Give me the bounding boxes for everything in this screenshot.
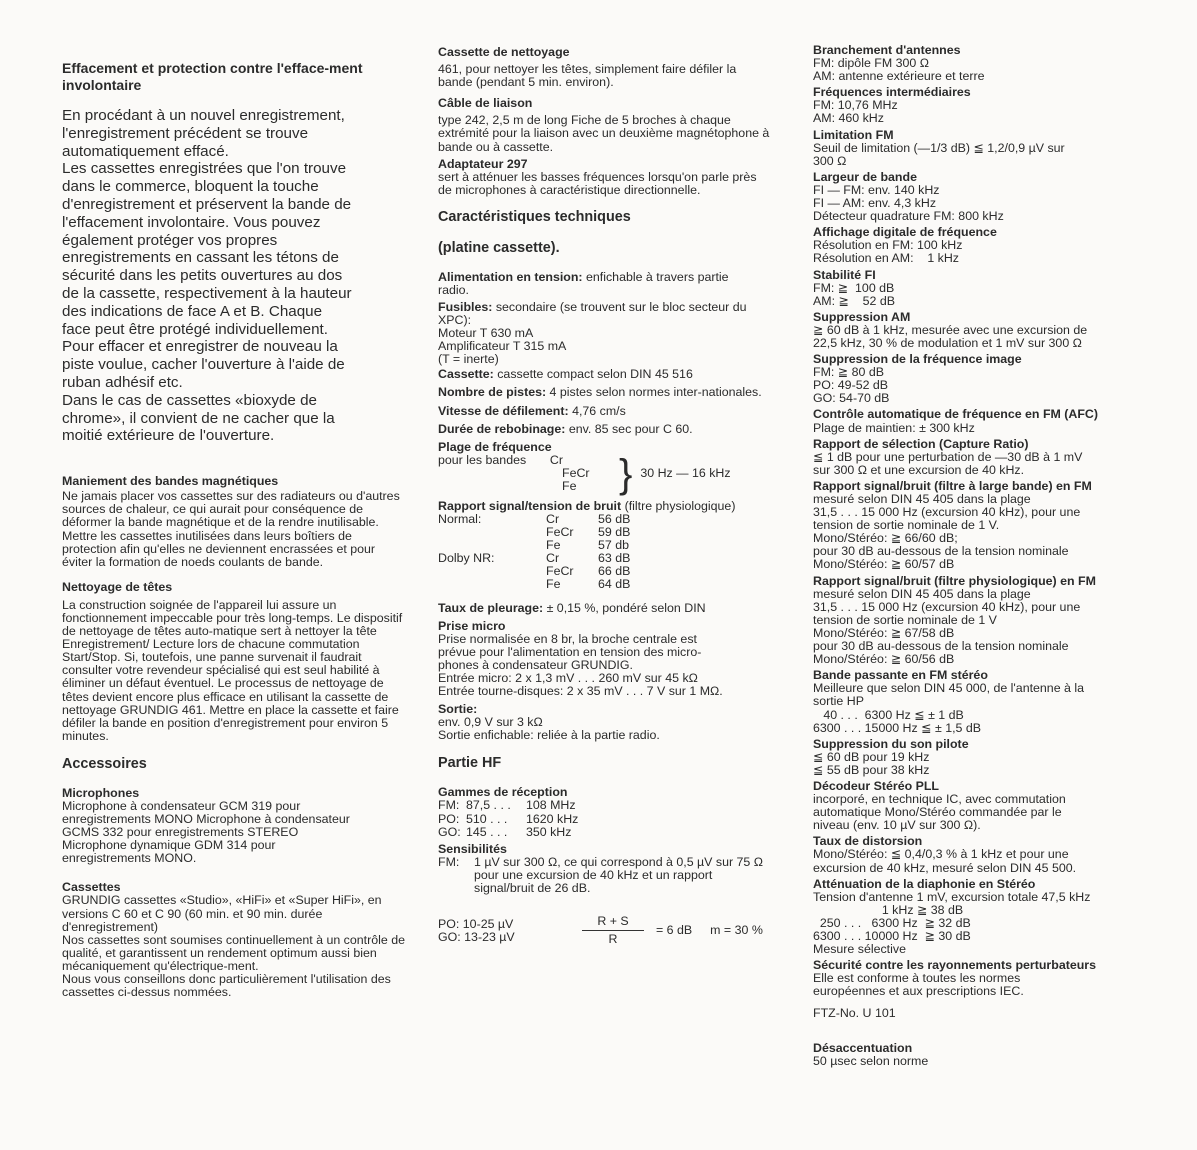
table-cell: 108 MHz (526, 798, 576, 813)
spec-line: ≧ 60 dB à 1 kHz, mesurée avec une excursion de (813, 322, 1088, 337)
subtitle-cable-liaison: Câble de liaison (438, 96, 533, 111)
spec-label: Vitesse de défilement: (438, 403, 569, 418)
para-line: de la cassette, respectivement à la hauteur (62, 284, 352, 302)
table-cell: 350 kHz (526, 824, 572, 839)
spec-line: 6300 . . . 15000 Hz ≦ ± 1,5 dB (813, 720, 982, 735)
para-line: piste voulue, cacher l'ouverture à l'aide de (62, 356, 345, 374)
subtitle-cassettes: Cassettes (62, 880, 121, 895)
spec-block (813, 44, 1185, 83)
spec-title: Atténuation de la diaphonie en Stéréo (813, 876, 1036, 891)
spec-title: Bande passante en FM stéréo (813, 668, 988, 683)
spec-line: GO: 54-70 dB (813, 391, 890, 406)
table-cell: Cr (546, 511, 560, 526)
spec-line: FM: dipôle FM 300 Ω (813, 56, 929, 71)
spec-block (813, 780, 1185, 832)
para-line: enregistrements en cassant les tétons de (62, 249, 339, 267)
cassettes-paragraph-1: GRUNDIG cassettes «Studio», «HiFi» et «Super HiFi», en versions C 60 et C 90 (60 min. et 90 min. durée d'enregistrement) (62, 893, 382, 934)
table-cell: Fe (546, 577, 561, 592)
table-cell: 510 . . . (466, 811, 508, 826)
column-right (813, 44, 1185, 1068)
subtitle-adaptateur: Adaptateur 297 (438, 156, 528, 171)
spec-line: européennes et aux prescriptions IEC. (813, 984, 1024, 999)
spec-line: AM: 460 kHz (813, 111, 884, 126)
spec-title: Suppression AM (813, 309, 911, 324)
spec-label: Taux de pleurage: (438, 600, 544, 615)
para-line: sécurité dans les petits ouvertures au dos (62, 267, 343, 285)
table-cell: PO: (438, 811, 460, 826)
spec-value: enfichable à travers partie radio. (438, 269, 729, 297)
subtitle-plage-frequence: Plage de fréquence (438, 439, 552, 454)
effacement-paragraph (62, 107, 407, 445)
frac-result: = 6 dB (656, 923, 693, 938)
table-cell: 59 dB (598, 525, 631, 540)
para-line: d'enregistrement et préservent la bande de (62, 195, 352, 213)
table-cell: 64 dB (598, 577, 631, 592)
spec-line: 1 kHz ≧ 38 dB (813, 902, 964, 917)
table-cell: Normal: (438, 511, 482, 526)
spec-line: 300 Ω (813, 153, 847, 168)
spec-line: niveau (env. 10 µV sur 300 Ω). (813, 818, 981, 833)
spec-pistes (438, 386, 768, 399)
section-title-partie-hf: Partie HF (438, 755, 502, 772)
cassette-nettoyage-paragraph: 461, pour nettoyer les têtes, simplement faire défiler la bande (pendant 5 min. environ). (438, 62, 737, 90)
band-fecr: FeCr (562, 466, 590, 481)
spec-rebobinage (438, 423, 793, 436)
spec-cassette (438, 368, 793, 381)
para-line: Les cassettes enregistrées que l'on trouve (62, 160, 347, 178)
spec-line: tension de sortie nominale de 1 V (813, 612, 997, 627)
spec-line: FI — AM: env. 4,3 kHz (813, 196, 937, 211)
cassettes-paragraph-3: Nous vous conseillons donc particulièrement l'utilisation des cassettes ci-dessus nommées. (62, 972, 391, 1000)
subtitle-desaccentuation: Désaccentuation (813, 1040, 913, 1055)
section-title-maniement: Maniement des bandes magnétiques (62, 474, 279, 489)
sensibilite-fm (438, 856, 793, 895)
spec-title: Limitation FM (813, 127, 894, 142)
table-cell: FeCr (546, 564, 574, 579)
spec-line: incorporé, en technique IC, avec commutation (813, 792, 1066, 807)
spec-line: 250 . . . 6300 Hz ≧ 32 dB (813, 915, 971, 930)
microphones-paragraph: Microphone à condensateur GCM 319 pour enregistrements MONO Microphone à condensateur GCMS 332 pour enregistrements STEREO Microphone dynamique GDM 314 pour enregistrements MONO. (62, 798, 350, 866)
desaccentuation-value: 50 µsec selon norme (813, 1053, 929, 1068)
column-middle (438, 46, 793, 946)
spec-block (813, 269, 1185, 308)
spec-vitesse (438, 405, 793, 418)
spec-line: Mono/Stéréo: ≧ 60/57 dB (813, 557, 955, 572)
spec-title: Rapport de sélection (Capture Ratio) (813, 436, 1029, 451)
table-cell: 87,5 . . . (466, 798, 511, 813)
spec-line: Plage de maintien: ± 300 kHz (813, 420, 975, 435)
spec-line: Tension d'antenne 1 mV, excursion totale 47,5 kHz (813, 889, 1091, 904)
para-line: l'enregistrement précédent se trouve (62, 124, 309, 142)
subtitle-gammes: Gammes de réception (438, 785, 568, 800)
spec-line: tension de sortie nominale de 1 V. (813, 518, 1000, 533)
maniement-paragraph: Ne jamais placer vos cassettes sur des radiateurs ou d'autres sources de chaleur, ce qui aurait pour conséquence de déformer la bande magnétique et de la rendre inutilisable. Mettre les cassettes inutilisées dans leurs boîtiers de protection afin qu'elles ne deviennent encrassées et pour éviter la formation de noeds coulants de bande. (62, 489, 400, 569)
spec-line: Mono/Stéréo: ≧ 67/58 dB (813, 625, 955, 640)
spec-value: 4 pistes selon normes inter-nationales. (546, 385, 762, 400)
table-cell (438, 578, 528, 591)
spec-line: mesuré selon DIN 45 405 dans la plage (813, 492, 1031, 506)
spec-line: Détecteur quadrature FM: 800 kHz (813, 209, 1004, 224)
table-cell: FeCr (546, 525, 574, 540)
spec-line: mesuré selon DIN 45 405 dans la plage (813, 586, 1031, 601)
spec-list-hf (813, 44, 1185, 998)
spec-line: Résolution en FM: 100 kHz (813, 238, 963, 253)
spec-line: excursion de 40 kHz, mesuré selon DIN 45 500. (813, 860, 1077, 875)
spec-block (813, 408, 1185, 434)
section-title-effacement: Effacement et protection contre l'efface-ment involontaire (62, 60, 363, 93)
plage-frequence-block (438, 451, 793, 496)
nettoyage-paragraph: La construction soignée de l'appareil lui assure un fonctionnement impeccable pour très long-temps. Le dispositif de nettoyage de têtes auto-matique sert à nettoyer la tête Enregistrement/ Lecture lors de chacune commutation Start/Stop. Si, toutefois, une panne survenait il faudrait consulter votre revendeur spécialisé qui est seul habilité à éliminer un défaut éventuel. Le processus de nettoyage de têtes devient encore plus efficace en utilisant la cassette de nettoyage GRUNDIG 461. Mettre en place la cassette et faire défiler la bande en position d'enregistrement pour environ 5 minutes. (62, 597, 403, 743)
prise-micro-line: prévue pour l'alimentation en tension des micro- (438, 644, 702, 659)
table-cell: 145 . . . (466, 824, 508, 839)
frac-denominator: R (608, 932, 618, 947)
plage-value: 30 Hz — 16 kHz (640, 466, 731, 481)
fusible-line: Amplificateur T 315 mA (438, 339, 567, 354)
sens-label: FM: (438, 854, 460, 869)
spec-line: FM: 10,76 MHz (813, 98, 898, 113)
spec-title: Rapport signal/bruit (filtre à large bande) en FM (813, 478, 1092, 493)
table-row (438, 799, 793, 812)
spec-label: Fusibles: (438, 299, 493, 314)
spec-line: PO: 49-52 dB (813, 378, 889, 393)
spec-block (813, 311, 1185, 350)
section-title-platine: (platine cassette). (438, 239, 560, 256)
table-cell: 63 dB (598, 551, 631, 566)
spec-title: Décodeur Stéréo PLL (813, 778, 939, 793)
sens-po: PO: 10-25 µV (438, 916, 514, 931)
frac-line (582, 930, 644, 931)
spec-value: env. 85 sec pour C 60. (565, 421, 693, 436)
spec-title: Suppression du son pilote (813, 736, 969, 751)
para-line: face peut être protégé individuellement. (62, 320, 328, 338)
spec-value: 4,76 cm/s (568, 403, 626, 418)
spec-title: Branchement d'antennes (813, 43, 961, 57)
sensibilite-am-block (438, 915, 793, 946)
table-row (438, 813, 793, 826)
spec-line: FM: ≧ 80 dB (813, 365, 884, 380)
para-line: également protéger vos propres (62, 231, 278, 249)
spec-title: Stabilité FI (813, 267, 876, 282)
section-title-accessoires: Accessoires (62, 755, 147, 772)
spec-line: FI — FM: env. 140 kHz (813, 182, 940, 197)
spec-line: Seuil de limitation (—1/3 dB) ≦ 1,2/0,9 µV sur (813, 140, 1065, 155)
spec-block (813, 171, 1185, 223)
spec-line: AM: ≧ 52 dB (813, 293, 896, 308)
ftz-number: FTZ-No. U 101 (813, 1006, 896, 1021)
para-line: automatiquement effacé. (62, 142, 229, 160)
table-cell: FM: (438, 798, 460, 813)
spec-line: Résolution en AM: 1 kHz (813, 251, 960, 266)
spec-title: Suppression de la fréquence image (813, 352, 1022, 367)
subtitle-sortie: Sortie: (438, 702, 478, 717)
cassettes-paragraph-2: Nos cassettes sont soumises continuellement à un contrôle de qualité, et garantissent un rendement optimum aussi bien mécaniquement qu'électrique-ment. (62, 932, 405, 973)
spec-line: Mono/Stéréo: ≧ 66/60 dB; (813, 531, 958, 546)
para-line: En procédant à un nouvel enregistrement, (62, 107, 345, 124)
fusible-line: (T = inerte) (438, 352, 499, 367)
spec-block (813, 878, 1185, 957)
table-cell (438, 526, 528, 539)
cable-liaison-paragraph: type 242, 2,5 m de long Fiche de 5 broches à chaque extrémité pour la liaison avec un deuxième magnétophone à bande ou à cassette. (438, 113, 770, 154)
spec-signal-bruit (438, 500, 768, 513)
section-title-caracteristiques: Caractéristiques techniques (438, 208, 631, 225)
spec-block (813, 669, 1185, 734)
spec-line: 31,5 . . . 15 000 Hz (excursion 40 kHz), pour une (813, 599, 1081, 614)
spec-value: cassette compact selon DIN 45 516 (493, 367, 693, 382)
spec-line: FM: ≧ 100 dB (813, 280, 895, 295)
spec-line: pour 30 dB au-dessous de la tension nominale (813, 544, 1069, 559)
spec-line: Mono/Stéréo: ≧ 60/56 dB (813, 652, 955, 667)
table-cell: Dolby NR: (438, 551, 495, 566)
table-cell: Cr (546, 551, 560, 566)
spec-line: ≦ 60 dB pour 19 kHz (813, 749, 930, 764)
para-line: Pour effacer et enregistrer de nouveau la (62, 338, 338, 356)
table-cell: Fe (546, 538, 561, 553)
frac-numerator: R + S (597, 914, 629, 929)
spec-block (813, 86, 1185, 125)
para-line: moitié extérieure de l'ouverture. (62, 427, 275, 445)
spec-block (813, 835, 1185, 874)
table-cell: GO: (438, 824, 461, 839)
spec-value: (filtre physiologique) (621, 498, 736, 513)
spec-line: 22,5 kHz, 30 % de modulation et 1 mV sur 300 Ω (813, 335, 1082, 350)
spec-line: Mono/Stéréo: ≦ 0,4/0,3 % à 1 kHz et pour une (813, 847, 1069, 862)
spec-title: Affichage digitale de fréquence (813, 225, 997, 240)
spec-line: sur 300 Ω et une excursion de 40 kHz. (813, 462, 1025, 477)
table-row (438, 578, 793, 591)
spec-block (813, 575, 1185, 667)
spec-block (813, 226, 1185, 265)
subtitle-microphones: Microphones (62, 785, 140, 800)
spec-title: Taux de distorsion (813, 834, 923, 849)
spec-label: Rapport signal/tension de bruit (438, 498, 622, 513)
para-line: l'effacement involontaire. Vous pouvez (62, 213, 321, 231)
frac-modulation: m = 30 % (710, 923, 763, 938)
para-line: des indications de face A et B. Chaque (62, 302, 323, 320)
sortie-line: env. 0,9 V sur 3 kΩ (438, 715, 543, 730)
prise-micro-line: phones à condensateur GRUNDIG. (438, 657, 633, 672)
table-cell: 1620 kHz (526, 811, 579, 826)
para-line: ruban adhésif etc. (62, 373, 183, 391)
spec-block (813, 129, 1185, 168)
spec-block (813, 738, 1185, 777)
table-cell (438, 565, 528, 578)
spec-block (813, 438, 1185, 477)
spec-line: ≦ 55 dB pour 38 kHz (813, 762, 930, 777)
spec-line: Meilleure que selon DIN 45 000, de l'antenne à la (813, 681, 1085, 696)
plage-prefix: pour les bandes (438, 453, 527, 468)
spec-line: Elle est conforme à toutes les normes (813, 971, 1021, 986)
band-fe: Fe (562, 479, 577, 494)
spec-line: AM: antenne extérieure et terre (813, 69, 985, 84)
prise-micro-line: Prise normalisée en 8 br, la broche centrale est (438, 631, 697, 646)
para-line: Dans le cas de cassettes «bioxyde de (62, 391, 317, 409)
spec-line: ≦ 1 dB pour une perturbation de —30 dB à 1 mV (813, 449, 1083, 464)
spec-alimentation (438, 271, 758, 297)
spec-line: 31,5 . . . 15 000 Hz (excursion 40 kHz), pour une (813, 505, 1081, 520)
spec-line: automatique Mono/Stéréo commandée par le (813, 805, 1062, 820)
spec-label: Alimentation en tension: (438, 269, 583, 284)
gammes-table (438, 799, 793, 838)
spec-line: sortie HP (813, 694, 864, 709)
table-cell: 56 dB (598, 511, 631, 526)
prise-micro-line: Entrée tourne-disques: 2 x 35 mV . . . 7 V sur 1 MΩ. (438, 684, 723, 699)
signal-bruit-table (438, 513, 793, 592)
table-cell: 57 db (598, 538, 630, 553)
adaptateur-paragraph: sert à atténuer les basses fréquences lorsqu'on parle près de microphones à caractéristique directionnelle. (438, 169, 757, 197)
spec-value: secondaire (se trouvent sur le bloc secteur du XPC): (438, 299, 747, 327)
band-cr: Cr (549, 453, 563, 468)
spec-title: Rapport signal/bruit (filtre physiologique) en FM (813, 573, 1096, 588)
table-cell: 66 dB (598, 564, 631, 579)
brace-icon: } (619, 451, 633, 496)
para-line: dans le commerce, bloquent la touche (62, 178, 319, 196)
subtitle-cassette-nettoyage: Cassette de nettoyage (438, 45, 570, 59)
column-left (62, 46, 407, 999)
spec-pleurage (438, 602, 793, 615)
sortie-line: Sortie enfichable: reliée à la partie radio. (438, 728, 660, 743)
spec-label: Durée de rebobinage: (438, 421, 566, 436)
spec-fusibles (438, 301, 758, 327)
spec-title: Fréquences intermédiaires (813, 85, 971, 100)
spec-title: Contrôle automatique de fréquence en FM (AFC) (813, 407, 1098, 422)
para-line: chrome», il convient de ne cacher que la (62, 409, 335, 427)
spec-block (813, 959, 1185, 998)
fraction (578, 915, 648, 946)
fusible-line: Moteur T 630 mA (438, 326, 534, 341)
sens-go: GO: 13-23 µV (438, 929, 515, 944)
spec-value: ± 0,15 %, pondéré selon DIN (543, 600, 706, 615)
spec-line: Mesure sélective (813, 942, 906, 957)
spec-line: pour 30 dB au-dessous de la tension nominale (813, 639, 1069, 654)
spec-block (813, 353, 1185, 405)
spec-line: 40 . . . 6300 Hz ≦ ± 1 dB (813, 707, 964, 722)
spec-label: Nombre de pistes: (438, 385, 547, 400)
spec-block (813, 480, 1185, 572)
spec-line: 6300 . . . 10000 Hz ≧ 30 dB (813, 929, 971, 943)
sens-value: 1 µV sur 300 Ω, ce qui correspond à 0,5 µV sur 75 Ω pour une excursion de 40 kHz et un rapport signal/bruit de 26 dB. (474, 854, 764, 895)
subtitle-prise-micro: Prise micro (438, 618, 506, 633)
table-row (438, 826, 793, 839)
prise-micro-line: Entrée micro: 2 x 1,3 mV . . . 260 mV sur 45 kΩ (438, 670, 698, 685)
subtitle-sensibilites: Sensibilités (438, 841, 507, 856)
spec-label: Cassette: (438, 367, 494, 382)
spec-title: Sécurité contre les rayonnements perturbateurs (813, 958, 1097, 973)
section-title-nettoyage: Nettoyage de têtes (62, 579, 173, 594)
spec-title: Largeur de bande (813, 169, 917, 184)
